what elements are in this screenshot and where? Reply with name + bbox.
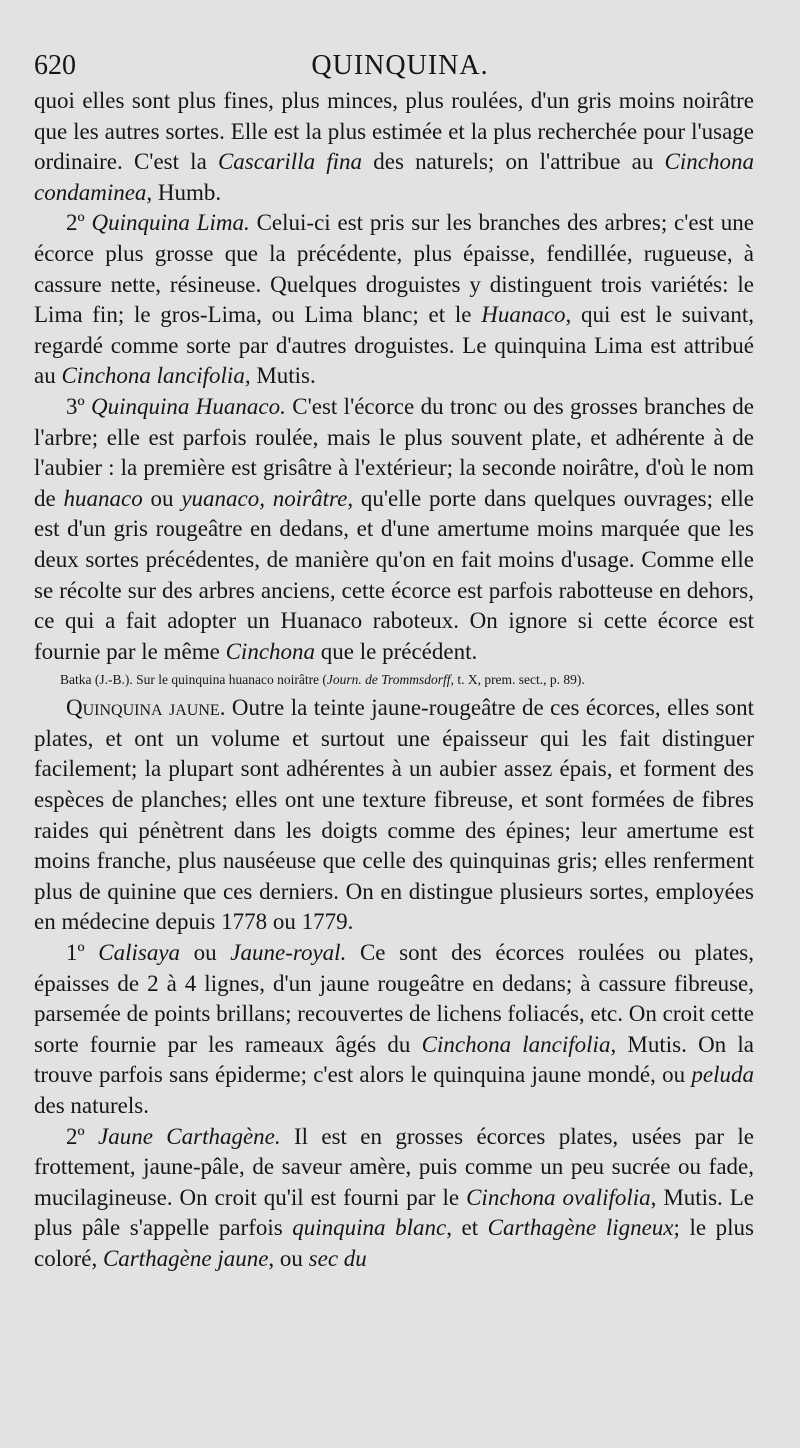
- italic-term: Cinchona lancifolia: [421, 1031, 611, 1057]
- italic-heading: Jaune Carthagène.: [98, 1123, 281, 1149]
- italic-heading: Quinquina Lima.: [91, 210, 250, 236]
- item-number: 1º: [66, 940, 99, 966]
- paragraph-quinquina-huanaco: [34, 392, 754, 667]
- italic-term: Cascarilla fina: [217, 149, 363, 175]
- text-run: Celui-ci est pris sur les branches des arbres; c'est une écorce plus grosse que la précédente, plus épaisse, fendillée, rugueuse, à cassure nette, résineuse. Quelques droguistes y distinguent trois variétés: le Lima fin; le gros-Lima, ou Lima blanc; et le: [34, 210, 754, 328]
- italic-term: yuanaco, noirâtre: [181, 485, 348, 511]
- italic-term: sec du: [308, 1245, 367, 1271]
- text-run: des naturels.: [34, 1093, 149, 1118]
- item-number: 3º: [66, 393, 92, 419]
- text-run: que le précédent.: [315, 638, 478, 664]
- italic-term: Huanaco: [481, 302, 566, 328]
- paragraph-calisaya: [34, 938, 754, 1122]
- page-header: [34, 46, 766, 86]
- italic-heading: Calisaya: [98, 940, 181, 966]
- text-run: , Mutis. On la trouve parfois sans épiderme; c'est alors le quinquina jaune mondé, ou: [34, 1031, 754, 1088]
- paragraph-continuation: [34, 86, 754, 208]
- text-run: , qui est le suivant, regardé comme sorte par d'autres droguistes. Le quinquina Lima est attribué au: [34, 302, 754, 389]
- text-run: Outre la teinte jaune-rougeâtre de ces écorces, elles sont plates, et ont un volume et surtout une épaisseur qui les fait distinguer facilement; la plupart sont adhérentes à un aubier assez épais, et forment des espèces de planches; elles ont une texture fibreuse, et sont formées de fibres raides qui pénètrent dans les doigts comme des épines; leur amertume est moins franche, plus nauséeuse que celle des quinquinas gris; elles renferment plus de quinine que ces derniers. On en distingue plusieurs sortes, employées en médecine depuis 1778 ou 1779.: [34, 695, 754, 935]
- italic-term: Carthagène jaune: [102, 1245, 269, 1271]
- body-text: [34, 86, 754, 1275]
- text-run: ; le plus coloré,: [34, 1215, 754, 1271]
- paragraph-quinquina-jaune: [34, 693, 754, 938]
- text-run: ou: [180, 940, 231, 966]
- page-number: 620: [34, 50, 76, 81]
- text-run: quoi elles sont plus fines, plus minces, plus roulées, d'un gris moins noirâtre que les autres sortes. Elle est la plus estimée et la plus recherchée pour l'usage ordinaire. C'est la: [34, 88, 754, 175]
- italic-term: Cinchona condaminea: [34, 149, 754, 205]
- text-run: Il est en grosses écorces plates, usées par le frottement, jaune-pâle, de saveur amère, puis comme un peu sucrée ou fade, mucilagineuse. On croit qu'il est fourni par le: [34, 1123, 754, 1210]
- text-run: des naturels; on l'attribue au: [362, 149, 665, 175]
- italic-heading: Jaune-royal.: [230, 940, 347, 966]
- italic-term: peluda: [691, 1062, 754, 1088]
- text-run: , Mutis.: [244, 363, 316, 389]
- bibliographic-note: [34, 667, 754, 693]
- italic-term: huanaco: [63, 485, 143, 511]
- italic-term: Carthagène ligneux: [487, 1215, 674, 1241]
- running-title: QUINQUINA.: [311, 50, 489, 81]
- section-heading: Quinquina jaune.: [66, 695, 226, 721]
- text-run: , Mutis. Le plus pâle s'appelle parfois: [34, 1184, 754, 1241]
- italic-journal: Journ. de Trommsdorff: [326, 672, 451, 688]
- text-run: , ou: [268, 1245, 309, 1271]
- text-run: , et: [446, 1215, 488, 1241]
- text-run: , Humb.: [146, 179, 222, 205]
- item-number: 2º: [66, 1123, 98, 1149]
- italic-term: Cinchona lancifolia: [61, 363, 245, 389]
- italic-heading: Quinquina Huanaco.: [91, 393, 286, 419]
- italic-term: quinquina blanc: [292, 1215, 447, 1241]
- italic-term: Cinchona: [225, 638, 316, 664]
- text-run: Ce sont des écorces roulées ou plates, épaisses de 2 à 4 lignes, d'un jaune rougeâtre en dedans; à cassure fibreuse, parsemée de points brillans; recouvertes de lichens foliacés, etc. On croit cette sorte fournie par les rameaux âgés du: [34, 940, 755, 1057]
- text-run: C'est l'écorce du tronc ou des grosses branches de l'arbre; elle est parfois roulée, mais le plus souvent plate, et adhérente à de l'aubier : la première est grisâtre à l'extérieur; la seconde noirâtre, d'où le nom de: [34, 393, 754, 511]
- text-run: , t. X, prem. sect., p. 89).: [450, 672, 585, 688]
- text-run: ou: [142, 485, 182, 511]
- item-number: 2º: [66, 210, 92, 236]
- paragraph-jaune-carthagene: [34, 1122, 754, 1275]
- text-run: , qu'elle porte dans quelques ouvrages; elle est d'un gris rougeâtre en dedans, et d'une amertume moins marquée que les deux sortes précédentes, de manière qu'on en fait moins d'usage. Comme elle se récolte sur des arbres anciens, cette écorce est parfois rabotteuse en dehors, ce qui a fait adopter un Huanaco raboteux. On ignore si cette écorce est fournie par le même: [34, 485, 754, 664]
- italic-term: Cinchona ovalifolia: [466, 1184, 651, 1210]
- text-run: Batka (J.-B.). Sur le quinquina huanaco noirâtre (: [60, 672, 327, 688]
- paragraph-quinquina-lima: [34, 208, 754, 392]
